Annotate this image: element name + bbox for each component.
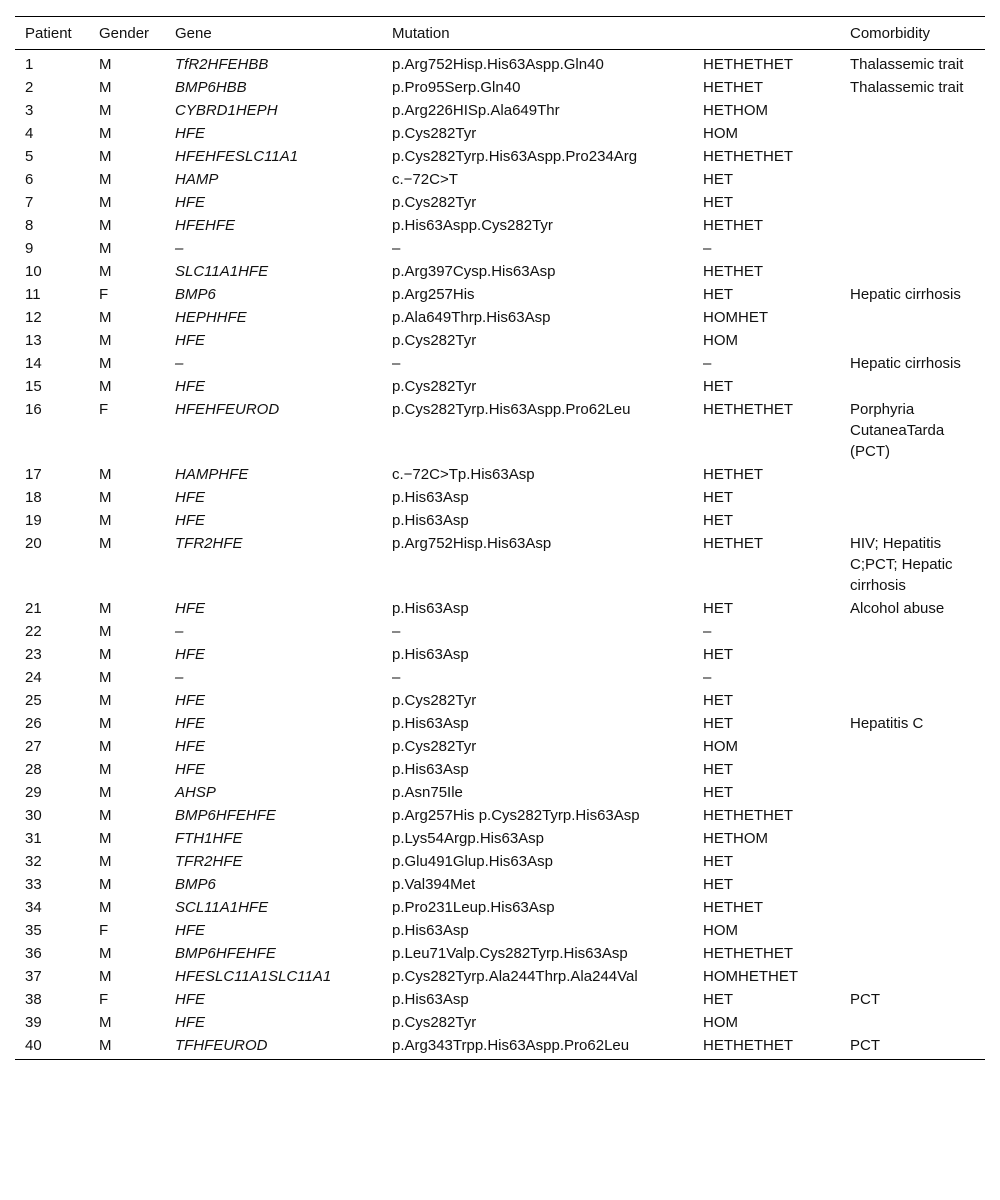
cell-zygosity: HOM [703, 922, 738, 939]
table-body [15, 50, 985, 1060]
cell-mutation: p.Glu491Glup.His63Asp [392, 853, 553, 870]
cell-gene: HFE [175, 715, 205, 732]
cell-zygosity: HETHET [703, 899, 763, 916]
cell-gender: M [99, 56, 112, 73]
cell-comorbidity: Hepatic cirrhosis [850, 355, 961, 372]
cell-patient: 39 [25, 1014, 42, 1031]
cell-mutation: p.Cys282Tyr [392, 738, 477, 755]
cell-gene: HFE [175, 512, 205, 529]
cell-comorbidity [840, 486, 985, 509]
cell-gene: SLC11A1HFE [175, 263, 269, 280]
cell-mutation: p.Ala649Thrp.His63Asp [392, 309, 551, 326]
table-row [15, 76, 985, 99]
cell-comorbidity: Thalassemic trait [850, 79, 964, 96]
cell-zygosity: HET [703, 853, 733, 870]
cell-comorbidity [840, 804, 985, 827]
cell-patient: 3 [25, 102, 34, 119]
cell-mutation: p.Arg257His p.Cys282Tyrp.His63Asp [392, 807, 640, 824]
cell-patient: 38 [25, 991, 42, 1008]
cell-comorbidity [840, 643, 985, 666]
cell-gene: HFE [175, 194, 205, 211]
cell-gene: TFR2HFE [175, 853, 243, 870]
cell-mutation: p.Cys282Tyr [392, 194, 477, 211]
cell-patient: 4 [25, 125, 34, 142]
cell-mutation: – [392, 669, 401, 686]
cell-gene: CYBRD1HEPH [175, 102, 278, 119]
cell-comorbidity [840, 919, 985, 942]
cell-gene: HFE [175, 378, 205, 395]
cell-zygosity: HOM [703, 125, 738, 142]
cell-mutation: p.Val394Met [392, 876, 476, 893]
cell-zygosity: HET [703, 194, 733, 211]
cell-comorbidity [840, 827, 985, 850]
cell-patient: 40 [15, 1034, 89, 1060]
cell-gender: M [99, 171, 112, 188]
cell-gene: HAMP [175, 171, 219, 188]
cell-mutation: p.Cys282Tyrp.His63Aspp.Pro234Arg [392, 148, 638, 165]
cell-comorbidity [840, 781, 985, 804]
cell-patient: 29 [25, 784, 42, 801]
cell-gender: M [99, 355, 112, 372]
cell-patient: 35 [25, 922, 42, 939]
cell-mutation: p.Arg397Cysp.His63Asp [392, 263, 556, 280]
cell-zygosity: HOMHETHET [703, 968, 798, 985]
cell-zygosity: HETHET [703, 466, 763, 483]
cell-mutation: p.His63Aspp.Cys282Tyr [392, 217, 553, 234]
cell-mutation: p.Cys282Tyrp.Ala244Thrp.Ala244Val [392, 968, 638, 985]
cell-zygosity: HET [703, 784, 733, 801]
cell-mutation: p.Cys282Tyr [392, 1014, 477, 1031]
cell-patient: 37 [25, 968, 42, 985]
cell-gene: HFE [175, 489, 205, 506]
cell-comorbidity [840, 620, 985, 643]
cell-comorbidity: Hepatic cirrhosis [850, 286, 961, 303]
cell-gender: M [99, 899, 112, 916]
cell-comorbidity: PCT [840, 1034, 985, 1060]
cell-gender: M [99, 378, 112, 395]
cell-mutation: p.Arg752Hisp.His63Asp [392, 535, 552, 552]
table-row [15, 965, 985, 988]
cell-patient: 10 [25, 263, 42, 280]
table-row [15, 988, 985, 1011]
cell-zygosity: HETHOM [703, 102, 768, 119]
table-row [15, 509, 985, 532]
cell-mutation: p.Leu71Valp.Cys282Tyrp.His63Asp [392, 945, 628, 962]
cell-gender: M [99, 784, 112, 801]
cell-zygosity: HOMHET [703, 309, 768, 326]
header-patient: Patient [15, 17, 89, 50]
cell-patient: 28 [25, 761, 42, 778]
cell-gender: M [99, 79, 112, 96]
cell-gender: M [99, 738, 112, 755]
cell-mutation: p.Pro231Leup.His63Asp [392, 899, 555, 916]
cell-mutation: c.−72C>Tp.His63Asp [392, 466, 535, 483]
table-row [15, 712, 985, 735]
cell-mutation: p.His63Asp [392, 489, 469, 506]
cell-patient: 26 [25, 715, 42, 732]
cell-patient: 15 [25, 378, 42, 395]
header-mutation: Mutation [382, 17, 693, 50]
cell-zygosity: HET [703, 876, 733, 893]
cell-comorbidity [840, 896, 985, 919]
table-row [15, 532, 985, 597]
table-row [15, 260, 985, 283]
cell-gender: M [99, 600, 112, 617]
cell-gender: M [99, 194, 112, 211]
cell-patient: 18 [25, 489, 42, 506]
cell-patient: 23 [25, 646, 42, 663]
cell-mutation: p.Cys282Tyr [392, 125, 477, 142]
cell-zygosity: HET [703, 378, 733, 395]
cell-patient: 2 [25, 79, 34, 96]
table-row [15, 804, 985, 827]
cell-zygosity: HETHETHET [693, 1034, 840, 1060]
cell-patient: 14 [25, 355, 42, 372]
cell-patient: 17 [25, 466, 42, 483]
cell-patient: 31 [25, 830, 42, 847]
table-row [15, 191, 985, 214]
cell-gene: HFEHFEUROD [175, 401, 280, 418]
cell-patient: 25 [25, 692, 42, 709]
cell-gender: M [99, 669, 112, 686]
cell-gene: HFEHFE [175, 217, 235, 234]
cell-comorbidity [840, 214, 985, 237]
table-row [15, 1034, 985, 1060]
cell-mutation: p.Lys54Argp.His63Asp [392, 830, 545, 847]
cell-zygosity: HETHOM [703, 830, 768, 847]
cell-gene: HAMPHFE [175, 466, 249, 483]
cell-gene: TfR2HFEHBB [175, 56, 269, 73]
cell-comorbidity [840, 306, 985, 329]
table-row [15, 214, 985, 237]
cell-mutation: – [392, 355, 401, 372]
header-row [15, 17, 985, 50]
cell-gender: F [99, 922, 109, 939]
cell-mutation: p.His63Asp [392, 512, 469, 529]
cell-zygosity: HET [703, 512, 733, 529]
cell-comorbidity [840, 329, 985, 352]
cell-patient: 21 [25, 600, 42, 617]
cell-patient: 19 [25, 512, 42, 529]
cell-comorbidity: Alcohol abuse [850, 600, 945, 617]
cell-zygosity: HETHETHET [703, 807, 793, 824]
cell-gene: FTH1HFE [175, 830, 243, 847]
cell-comorbidity [840, 375, 985, 398]
cell-zygosity: HOM [703, 332, 738, 349]
table-row [15, 942, 985, 965]
table-row [15, 306, 985, 329]
cell-patient: 11 [25, 286, 41, 303]
cell-comorbidity [840, 463, 985, 486]
table-row [15, 1011, 985, 1034]
cell-patient: 1 [25, 56, 34, 73]
cell-gender: M [99, 830, 112, 847]
cell-zygosity: HET [703, 286, 733, 303]
cell-zygosity: HETHET [703, 535, 763, 552]
cell-gene: HFE [175, 646, 205, 663]
cell-mutation: p.Pro95Serp.Gln40 [392, 79, 521, 96]
cell-gene: HEPHHFE [175, 309, 247, 326]
cell-gene: HFE [175, 738, 205, 755]
cell-patient: 12 [25, 309, 42, 326]
table-row [15, 896, 985, 919]
cell-zygosity: HETHET [703, 263, 763, 280]
cell-gene: HFE [175, 991, 205, 1008]
cell-mutation: p.Cys282Tyrp.His63Aspp.Pro62Leu [392, 401, 631, 418]
cell-comorbidity: Porphyria CutaneaTarda (PCT) [850, 401, 945, 460]
cell-mutation: p.His63Asp [392, 600, 469, 617]
cell-gene: BMP6 [175, 876, 216, 893]
table-row [15, 735, 985, 758]
cell-gender: F [99, 401, 109, 418]
cell-gene: HFE [175, 332, 205, 349]
cell-mutation: p.Cys282Tyr [392, 332, 477, 349]
table-row [15, 99, 985, 122]
cell-zygosity: HET [703, 761, 733, 778]
cell-zygosity: – [703, 240, 712, 257]
cell-gene: HFEHFESLC11A1 [175, 148, 299, 165]
cell-patient: 8 [25, 217, 34, 234]
cell-zygosity: HETHETHET [703, 148, 793, 165]
cell-gene: HFE [175, 600, 205, 617]
cell-gender: M [89, 1034, 165, 1060]
cell-comorbidity [840, 191, 985, 214]
cell-comorbidity [840, 145, 985, 168]
cell-patient: 36 [25, 945, 42, 962]
table-row [15, 352, 985, 375]
cell-zygosity: – [703, 669, 712, 686]
cell-mutation: – [392, 240, 401, 257]
cell-gender: M [99, 125, 112, 142]
table-row [15, 850, 985, 873]
cell-comorbidity [840, 942, 985, 965]
table-row [15, 666, 985, 689]
table-row [15, 122, 985, 145]
cell-comorbidity: Hepatitis C [850, 715, 924, 732]
cell-comorbidity [840, 122, 985, 145]
cell-comorbidity [840, 237, 985, 260]
table-row [15, 168, 985, 191]
cell-gender: M [99, 332, 112, 349]
cell-gene: – [175, 623, 184, 640]
table-row [15, 375, 985, 398]
cell-gender: M [99, 1014, 112, 1031]
cell-comorbidity [840, 260, 985, 283]
cell-zygosity: HETHET [703, 217, 763, 234]
cell-patient: 5 [25, 148, 34, 165]
cell-gene: – [175, 355, 184, 372]
cell-mutation: p.Arg343Trpp.His63Aspp.Pro62Leu [382, 1034, 693, 1060]
cell-patient: 24 [25, 669, 42, 686]
patient-genetics-table [15, 16, 985, 1060]
cell-comorbidity [840, 965, 985, 988]
header-gene: Gene [165, 17, 382, 50]
cell-zygosity: HET [703, 646, 733, 663]
cell-gender: M [99, 945, 112, 962]
table-row [15, 758, 985, 781]
table-row [15, 329, 985, 352]
cell-gene: HFE [175, 692, 205, 709]
cell-gene: HFE [175, 761, 205, 778]
cell-zygosity: HET [703, 692, 733, 709]
cell-zygosity: HET [703, 991, 733, 1008]
table-header [15, 17, 985, 50]
cell-comorbidity [840, 850, 985, 873]
table-row [15, 689, 985, 712]
cell-comorbidity: HIV; Hepatitis C;PCT; Hepatic cirrhosis [850, 535, 953, 594]
cell-mutation: p.His63Asp [392, 922, 469, 939]
cell-gender: M [99, 761, 112, 778]
cell-mutation: p.Cys282Tyr [392, 378, 477, 395]
cell-mutation: p.Arg257His [392, 286, 475, 303]
cell-comorbidity: Thalassemic trait [850, 56, 964, 73]
table-row [15, 827, 985, 850]
cell-gender: M [99, 466, 112, 483]
table-row [15, 597, 985, 620]
cell-zygosity: HOM [703, 1014, 738, 1031]
cell-mutation: p.Asn75Ile [392, 784, 463, 801]
cell-patient: 7 [25, 194, 34, 211]
cell-gender: M [99, 692, 112, 709]
cell-gene: – [175, 240, 184, 257]
cell-patient: 13 [25, 332, 42, 349]
cell-patient: 30 [25, 807, 42, 824]
cell-patient: 34 [25, 899, 42, 916]
cell-gene: TFR2HFE [175, 535, 243, 552]
cell-gender: M [99, 263, 112, 280]
header-zygosity [693, 17, 840, 50]
cell-comorbidity [840, 168, 985, 191]
cell-gene: BMP6HBB [175, 79, 247, 96]
cell-gene: – [175, 669, 184, 686]
cell-gene: TFHFEUROD [165, 1034, 382, 1060]
cell-zygosity: – [703, 355, 712, 372]
cell-patient: 32 [25, 853, 42, 870]
cell-zygosity: HOM [703, 738, 738, 755]
cell-zygosity: HETHETHET [703, 56, 793, 73]
cell-zygosity: HET [703, 715, 733, 732]
cell-comorbidity [840, 758, 985, 781]
table-row [15, 919, 985, 942]
cell-mutation: c.−72C>T [392, 171, 458, 188]
header-gender: Gender [89, 17, 165, 50]
cell-mutation: p.His63Asp [392, 761, 469, 778]
cell-zygosity: HETHETHET [703, 401, 793, 418]
cell-gender: M [99, 715, 112, 732]
cell-comorbidity [840, 873, 985, 896]
table-row [15, 643, 985, 666]
cell-mutation: p.His63Asp [392, 715, 469, 732]
cell-patient: 27 [25, 738, 42, 755]
patient-table-container [15, 16, 985, 1060]
cell-patient: 20 [25, 535, 42, 552]
cell-gene: AHSP [175, 784, 216, 801]
table-row [15, 486, 985, 509]
cell-gender: M [99, 512, 112, 529]
cell-zygosity: HET [703, 489, 733, 506]
cell-gender: M [99, 646, 112, 663]
cell-gender: M [99, 489, 112, 506]
header-comorbidity: Comorbidity [840, 17, 985, 50]
cell-comorbidity [840, 735, 985, 758]
cell-gene: BMP6HFEHFE [175, 807, 276, 824]
cell-gene: BMP6 [175, 286, 216, 303]
cell-gender: M [99, 535, 112, 552]
cell-mutation: p.His63Asp [392, 991, 469, 1008]
cell-zygosity: HET [703, 171, 733, 188]
cell-mutation: p.Arg226HISp.Ala649Thr [392, 102, 560, 119]
table-row [15, 781, 985, 804]
table-row [15, 50, 985, 77]
cell-gender: M [99, 623, 112, 640]
cell-gender: M [99, 102, 112, 119]
cell-zygosity: – [703, 623, 712, 640]
cell-gender: M [99, 876, 112, 893]
table-row [15, 283, 985, 306]
cell-patient: 33 [25, 876, 42, 893]
cell-comorbidity [840, 509, 985, 532]
cell-comorbidity [840, 1011, 985, 1034]
cell-mutation: p.His63Asp [392, 646, 469, 663]
cell-patient: 9 [25, 240, 34, 257]
cell-gene: HFESLC11A1SLC11A1 [175, 968, 332, 985]
cell-zygosity: HET [703, 600, 733, 617]
cell-patient: 6 [25, 171, 34, 188]
cell-gender: M [99, 217, 112, 234]
cell-gene: BMP6HFEHFE [175, 945, 276, 962]
cell-gender: M [99, 240, 112, 257]
cell-zygosity: HETHET [703, 79, 763, 96]
cell-gene: SCL11A1HFE [175, 899, 269, 916]
cell-patient: 22 [25, 623, 42, 640]
cell-gender: M [99, 148, 112, 165]
cell-comorbidity [840, 689, 985, 712]
cell-gene: HFE [175, 1014, 205, 1031]
cell-comorbidity [840, 99, 985, 122]
cell-gender: M [99, 853, 112, 870]
cell-zygosity: HETHETHET [703, 945, 793, 962]
cell-patient: 16 [25, 401, 42, 418]
table-row [15, 398, 985, 463]
cell-gender: M [99, 968, 112, 985]
table-row [15, 620, 985, 643]
cell-mutation: p.Arg752Hisp.His63Aspp.Gln40 [392, 56, 604, 73]
cell-gene: HFE [175, 125, 205, 142]
cell-gender: F [99, 991, 109, 1008]
cell-comorbidity: PCT [850, 991, 880, 1008]
table-row [15, 145, 985, 168]
cell-gender: F [99, 286, 109, 303]
cell-gender: M [99, 807, 112, 824]
cell-gene: HFE [175, 922, 205, 939]
cell-mutation: p.Cys282Tyr [392, 692, 477, 709]
table-row [15, 873, 985, 896]
table-row [15, 237, 985, 260]
cell-comorbidity [840, 666, 985, 689]
cell-gender: M [99, 309, 112, 326]
table-row [15, 463, 985, 486]
cell-mutation: – [392, 623, 401, 640]
